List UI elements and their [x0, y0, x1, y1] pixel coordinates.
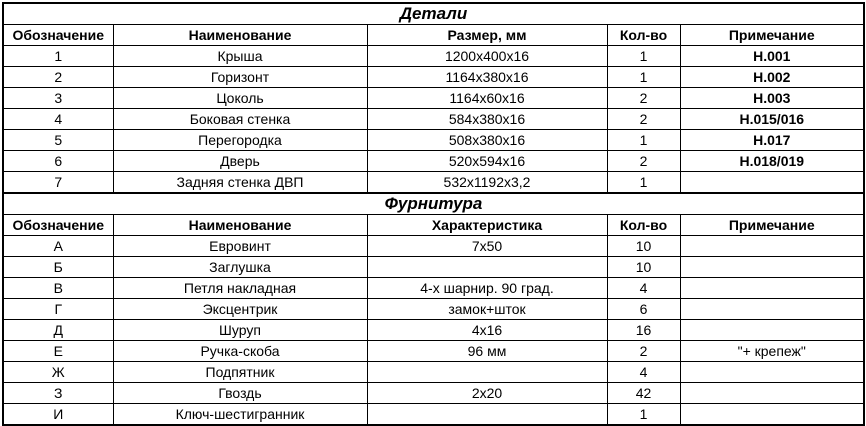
table-row	[3, 341, 864, 362]
hw-qty: 16	[607, 320, 680, 341]
hw-name: Петля накладная	[113, 278, 367, 299]
part-code: 2	[3, 67, 113, 88]
hw-note	[680, 383, 864, 404]
table-row	[3, 278, 864, 299]
hw-qty: 2	[607, 341, 680, 362]
part-qty: 2	[607, 88, 680, 109]
part-size: 532x1192x3,2	[367, 172, 607, 194]
hw-note	[680, 320, 864, 341]
part-name: Горизонт	[113, 67, 367, 88]
hw-spec	[367, 362, 607, 383]
hw-note: "+ крепеж"	[680, 341, 864, 362]
table-row	[3, 67, 864, 88]
hw-spec	[367, 404, 607, 426]
hw-spec: 96 мм	[367, 341, 607, 362]
table-row	[3, 130, 864, 151]
table-row	[3, 383, 864, 404]
hw-code: А	[3, 236, 113, 257]
part-code: 6	[3, 151, 113, 172]
parts-header-row	[3, 25, 864, 46]
hw-code: Г	[3, 299, 113, 320]
header-code: Обозначение	[3, 215, 113, 236]
part-size: 1164x60x16	[367, 88, 607, 109]
table-row	[3, 46, 864, 67]
part-note: Н.017	[680, 130, 864, 151]
parts-section-title: Детали	[3, 3, 864, 25]
header-qty: Кол-во	[607, 25, 680, 46]
hw-qty: 10	[607, 257, 680, 278]
table-row	[3, 88, 864, 109]
part-name: Боковая стенка	[113, 109, 367, 130]
part-code: 5	[3, 130, 113, 151]
hw-note	[680, 362, 864, 383]
part-note: Н.003	[680, 88, 864, 109]
parts-section-row	[3, 3, 864, 25]
part-code: 1	[3, 46, 113, 67]
hw-note	[680, 299, 864, 320]
part-qty: 2	[607, 151, 680, 172]
part-qty: 1	[607, 172, 680, 194]
part-name: Задняя стенка ДВП	[113, 172, 367, 194]
hw-name: Ручка-скоба	[113, 341, 367, 362]
part-note: Н.002	[680, 67, 864, 88]
hw-name: Эксцентрик	[113, 299, 367, 320]
part-note: Н.001	[680, 46, 864, 67]
header-name: Наименование	[113, 25, 367, 46]
part-qty: 1	[607, 67, 680, 88]
hw-name: Ключ-шестигранник	[113, 404, 367, 426]
hw-note	[680, 236, 864, 257]
header-spec: Характеристика	[367, 215, 607, 236]
bill-of-materials-table	[2, 2, 865, 426]
hw-code: Д	[3, 320, 113, 341]
part-note: Н.015/016	[680, 109, 864, 130]
hw-name: Гвоздь	[113, 383, 367, 404]
hw-note	[680, 278, 864, 299]
table-row	[3, 362, 864, 383]
part-note: Н.018/019	[680, 151, 864, 172]
hw-spec: 7x50	[367, 236, 607, 257]
table-row	[3, 151, 864, 172]
header-size: Размер, мм	[367, 25, 607, 46]
part-qty: 1	[607, 130, 680, 151]
hw-qty: 6	[607, 299, 680, 320]
hw-note	[680, 404, 864, 426]
hw-name: Заглушка	[113, 257, 367, 278]
part-qty: 1	[607, 46, 680, 67]
part-code: 4	[3, 109, 113, 130]
hw-qty: 1	[607, 404, 680, 426]
part-code: 7	[3, 172, 113, 194]
part-name: Цоколь	[113, 88, 367, 109]
header-note: Примечание	[680, 215, 864, 236]
hw-spec: 4-х шарнир. 90 град.	[367, 278, 607, 299]
hw-qty: 4	[607, 278, 680, 299]
hw-spec: замок+шток	[367, 299, 607, 320]
table-row	[3, 109, 864, 130]
table-row	[3, 257, 864, 278]
hardware-section-row	[3, 193, 864, 215]
header-qty: Кол-во	[607, 215, 680, 236]
table-row	[3, 299, 864, 320]
part-note	[680, 172, 864, 194]
hw-qty: 42	[607, 383, 680, 404]
table-row	[3, 404, 864, 426]
part-qty: 2	[607, 109, 680, 130]
hw-code: Е	[3, 341, 113, 362]
hw-code: Ж	[3, 362, 113, 383]
part-size: 508x380x16	[367, 130, 607, 151]
hw-spec: 2x20	[367, 383, 607, 404]
part-code: 3	[3, 88, 113, 109]
table-row	[3, 320, 864, 341]
part-size: 1164x380x16	[367, 67, 607, 88]
table-row	[3, 236, 864, 257]
hw-name: Подпятник	[113, 362, 367, 383]
hw-spec	[367, 257, 607, 278]
table-body	[3, 3, 864, 425]
hw-code: Б	[3, 257, 113, 278]
hw-qty: 4	[607, 362, 680, 383]
hardware-section-title: Фурнитура	[3, 193, 864, 215]
part-name: Дверь	[113, 151, 367, 172]
header-name: Наименование	[113, 215, 367, 236]
part-name: Перегородка	[113, 130, 367, 151]
hardware-header-row	[3, 215, 864, 236]
hw-code: В	[3, 278, 113, 299]
hw-name: Евровинт	[113, 236, 367, 257]
header-note: Примечание	[680, 25, 864, 46]
part-size: 520x594x16	[367, 151, 607, 172]
hw-name: Шуруп	[113, 320, 367, 341]
table-row	[3, 172, 864, 194]
hw-spec: 4x16	[367, 320, 607, 341]
hw-note	[680, 257, 864, 278]
hw-code: З	[3, 383, 113, 404]
header-code: Обозначение	[3, 25, 113, 46]
hw-qty: 10	[607, 236, 680, 257]
part-size: 584x380x16	[367, 109, 607, 130]
part-name: Крыша	[113, 46, 367, 67]
hw-code: И	[3, 404, 113, 426]
part-size: 1200x400x16	[367, 46, 607, 67]
